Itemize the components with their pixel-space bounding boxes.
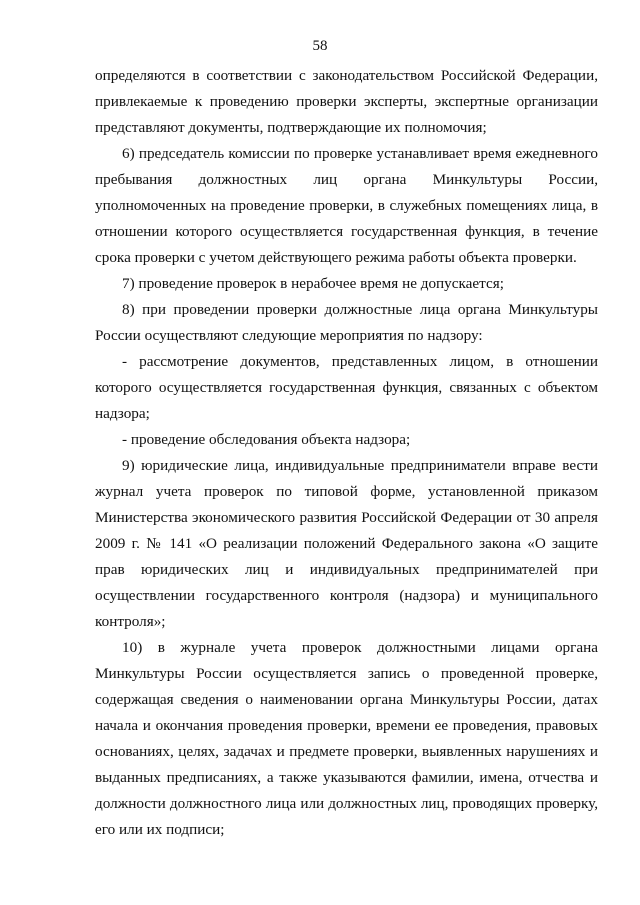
text-line: определяются в соответствии с законодательством Российской Федерации,: [95, 67, 598, 84]
text-line: начала и окончания проведения проверки, времени ее проведения, правовых: [95, 717, 598, 734]
text-line: надзора;: [95, 405, 150, 422]
text-line: его или их подписи;: [95, 821, 225, 838]
text-line: должности должностного лица или должностных лиц, проводящих проверку,: [95, 795, 598, 812]
text-line: Минкультуры России осуществляется запись о проведенной проверке,: [95, 665, 598, 682]
text-line: 6) председатель комиссии по проверке устанавливает время ежедневного: [122, 145, 598, 162]
text-line: 10) в журнале учета проверок должностными лицами органа: [122, 639, 598, 656]
document-body: [95, 63, 598, 843]
text-line: уполномоченных на проведение проверки, в служебных помещениях лица, в: [95, 197, 598, 214]
text-line: 9) юридические лица, индивидуальные предприниматели вправе вести: [122, 457, 598, 474]
text-line: содержащая сведения о наименовании органа Минкультуры России, датах: [95, 691, 598, 708]
text-line: России осуществляют следующие мероприятия по надзору:: [95, 327, 483, 344]
text-line: представляют документы, подтверждающие их полномочия;: [95, 119, 487, 136]
text-line: осуществлении государственного контроля (надзора) и муниципального: [95, 587, 598, 604]
page-number: 58: [312, 38, 328, 54]
text-line: журнал учета проверок по типовой форме, установленной приказом: [95, 483, 598, 500]
text-line: 2009 г. № 141 «О реализации положений Федерального закона «О защите: [95, 535, 598, 552]
text-line: которого осуществляется государственная функция, связанных с объектом: [95, 379, 598, 396]
text-line: контроля»;: [95, 613, 166, 630]
text-line: отношении которого осуществляется государственная функция, в течение: [95, 223, 598, 240]
text-line: пребывания должностных лиц органа Минкультуры России,: [95, 171, 598, 188]
text-line: прав юридических лиц и индивидуальных предпринимателей при: [95, 561, 598, 578]
text-line: - рассмотрение документов, представленных лицом, в отношении: [122, 353, 598, 370]
text-line: выданных предписаниях, а также указываются фамилии, имена, отчества и: [95, 769, 598, 786]
text-line: Министерства экономического развития Российской Федерации от 30 апреля: [95, 509, 598, 526]
text-line: основаниях, целях, задачах и предмете проверки, выявленных нарушениях и: [95, 743, 598, 760]
text-line: 8) при проведении проверки должностные лица органа Минкультуры: [122, 301, 598, 318]
text-line: 7) проведение проверок в нерабочее время не допускается;: [122, 275, 504, 292]
text-line: привлекаемые к проведению проверки эксперты, экспертные организации: [95, 93, 598, 110]
text-line: - проведение обследования объекта надзора;: [122, 431, 411, 448]
text-line: срока проверки с учетом действующего режима работы объекта проверки.: [95, 249, 577, 266]
